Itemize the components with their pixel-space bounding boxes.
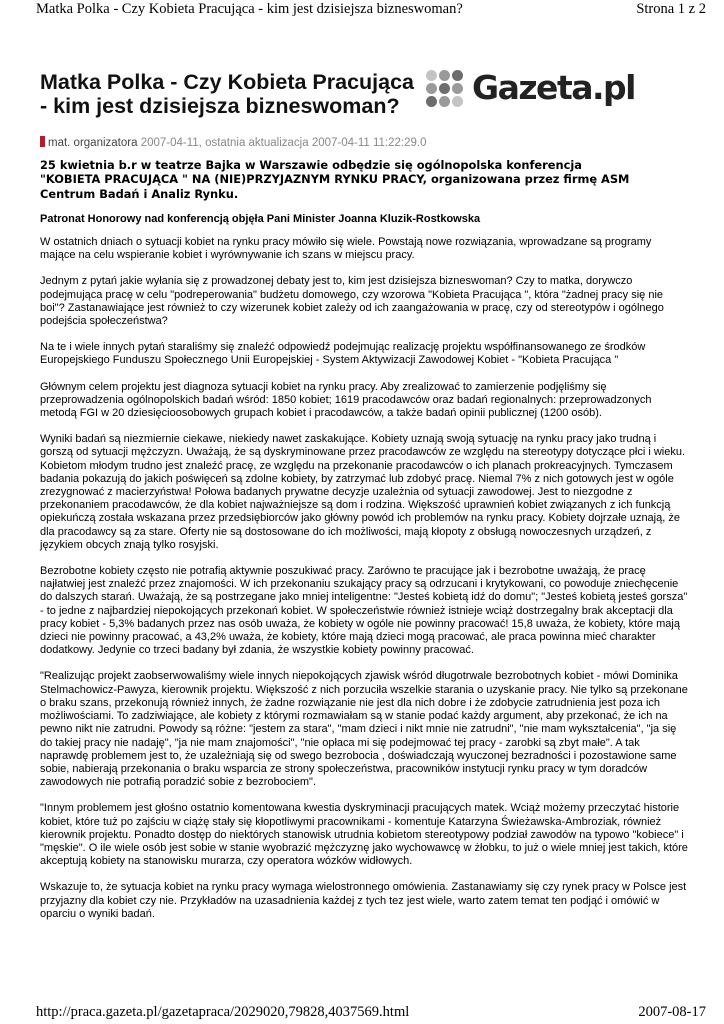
logo-dots-icon <box>426 70 466 110</box>
article-paragraph: Głównym celem projektu jest diagnoza sytuacji kobiet na rynku pracy. Aby zrealizować to zamierzenie podjęliśmy się przeprowadzenia ogólnopolskich badań wśród: 1850 kobiet; 1619 pracodawców oraz badań regionalnych: przeprowadzonych metodą FGI w 20 dziesięcioosobowych grupach kobiet i pracodawców, a także badań opinii publicznej (1200 osób). <box>40 380 652 420</box>
article-author: mat. organizatora <box>48 137 138 149</box>
article-title: Matka Polka - Czy Kobieta Pracująca - kim jest dzisiejsza bizneswoman? <box>40 70 415 118</box>
title-block <box>40 70 420 118</box>
gazeta-logo <box>426 68 635 110</box>
print-header-title: Matka Polka - Czy Kobieta Pracująca - kim jest dzisiejsza bizneswoman? <box>36 1 463 17</box>
article-paragraph: Na te i wiele innych pytań staraliśmy się znaleźć odpowiedź podejmując realizację projektu współfinansowanego ze środków Europejskiego Funduszu Społecznego Unii Europejskiej - System Aktywizacji Zawodowej Kobiet - "Kobieta Pracująca " <box>40 341 646 367</box>
article-lead: 25 kwietnia b.r w teatrze Bajka w Warszawie odbędzie się ogólnopolska konferencja "KOBIETA PRACUJĄCA " NA (NIE)PRZYJAZNYM RYNKU PRACY, organizowana przez firmę ASM Centrum Badań i Analiz Rynku. <box>40 158 630 201</box>
article-paragraph: Bezrobotne kobiety często nie potrafią aktywnie poszukiwać pracy. Zarówno te pracujące jak i bezrobotne uważają, że pracę najłatwiej jest znaleźć przez znajomości. W ich przekonaniu szukający pracy są odrzucani i krytykowani, co powoduje zniechęcenie do dalszych starań. Uważają, że są postrzegane jako mniej inteligentne: "Jesteś kobietą idź do domu"; "Jesteś kobietą jesteś gorsza" - to jedne z najbardziej niepokojących przekonań kobiet. W społeczeństwie również istnieje wciąż dostrzegalny brak akceptacji dla pracy kobiet - 5,3% badanych przez nas osób uważa, że kobiety w ogóle nie powinny pracować! 15,8 uważa, że kobiety, które mają dzieci nie powinny pracować, a 43,2% uważa, że kobiety, które mają dzieci mogą pracować, ale praca powinna mieć charakter dodatkowy. Jedynie co trzeci badany był zdania, że wszystkie kobiety powinny pracować. <box>40 565 688 657</box>
logo-wordmark: Gazeta.pl <box>472 68 635 107</box>
article-meta <box>40 136 427 150</box>
article-paragraph: "Realizując projekt zaobserwowaliśmy wiele innych niepokojących zjawisk wśród długotrwale bezrobotnych kobiet - mówi Dominika Stelmachowicz-Pawyza, kierownik projektu. Większość z nich porzuciła wszelkie starania o uzyskanie pracy. Nie tylko są przekonane o braku szans, przekonują również innych, że żadne rozwiązanie nie jest dla nich dobre i że zdobycie zatrudnienia jest poza ich możliwościami. To zadziwiające, ale kobiety z którymi rozmawiałam są w stanie podać każdy argument, aby przekonać, że ich na pewno nikt nie zatrudni. Powody są różne: "jestem za stara", "mam dzieci i nikt mnie nie zatrudni", "nie mam wykształcenia", "ja się do takiej pracy nie nadaję", "ja nie mam znajomości", "nie opłaca mi się podejmować tej pracy - zarobki są zbyt małe". A tak naprawdę problemem jest to, że uzależniają się od swego bezrobocia , doświadczają wyuczonej bezradności i pozostawione same sobie, nabierają przekonania o braku wsparcia ze strony społeczeństwa, pracowników instytucji rynku pracy w tym doradców zawodowych nie potrafią poradzić sobie z bezrobociem". <box>40 670 688 789</box>
article-paragraph: Wskazuje to, że sytuacja kobiet na rynku pracy wymaga wielostronnego omówienia. Zastanawiamy się czy rynek pracy w Polsce jest przyjazny dla kobiet czy nie. Przykładów na uzasadnienia każdej z tych tez jest wiele, warto zatem temat ten podjąć i omówić w oparciu o wyniki badań. <box>40 881 687 920</box>
article-paragraph: Jednym z pytań jakie wyłania się z prowadzonej debaty jest to, kim jest dzisiejsza bizneswoman? Czy to matka, dorywczo podejmująca pracę w celu "podreperowania" budżetu domowego, czy wzorowa "Kobieta Pracująca ", która "żadnej pracy się nie boi"? Zastanawiające jest również to czy wizerunek kobiet zależy od ich zaangażowania w pracę, czy od stereotypów i ogólnego podejścia społeczeństwa? <box>40 275 664 328</box>
article-body <box>40 236 688 934</box>
article-paragraph: W ostatnich dniach o sytuacji kobiet na rynku pracy mówiło się wiele. Powstają nowe rozwiązania, wprowadzane są programy mające na celu wspieranie kobiet i wyrównywanie ich szans w miejscu pracy. <box>40 236 652 262</box>
article-paragraph: Wyniki badań są niezmiernie ciekawe, niekiedy nawet zaskakujące. Kobiety uznają swoją sytuację na rynku pracy jako trudną i gorszą od sytuacji mężczyzn. Uważają, że są dyskryminowane przez pracodawców ze względu na stereotypy dotyczące płci i wieku. Kobietom młodym trudno jest znaleźć pracę, ze względu na przekonanie pracodawców o ich planach prokreacyjnych. Tymczasem badania pokazują do jakich poświęceń są zdolne kobiety, by zatrzymać lub zdobyć pracę. Niemal 7% z nich gotowych jest w ogóle zrezygnować z macierzyństwa! Połowa badanych prywatne decyzje uzależnia od sytuacji zawodowej. Jest to niezgodne z przekonaniem pracodawców, że dla kobiet najważniejsze są dom i rodzina. Większość uprawnień kobiet związanych z ich funkcją opiekuńczą została wskazana przez przedsiębiorców jako główny powód ich problemów na rynku pracy. Kobiety dojrzałe uznają, że dla pracodawcy są za stare. Oferty nie są dostosowane do ich możliwości, mają kłopoty z obsługą nowoczesnych urządzeń, z językiem obcych znają tylko rosyjski. <box>40 433 686 551</box>
source-url[interactable]: http://praca.gazeta.pl/gazetapraca/2029020,79828,4037569.html <box>36 1004 410 1020</box>
print-header <box>36 1 706 17</box>
article-paragraph: "Innym problemem jest głośno ostatnio komentowana kwestia dyskryminacji pracujących matek. Wciąż możemy przeczytać historie kobiet, które tuż po zajściu w ciążę stały się kłopotliwymi pracownikami - komentuje Katarzyna Świeżawska-Ambroziak, również kierownik projektu. Ponadto dostęp do niektórych stanowisk utrudnia kobietom stereotypowy podział zawodów na typowo "kobiece" i "męskie". O ile wiele osób jest sobie w stanie wyobrazić mężczyznę jako wychowawcę w żłobku, to już o wiele mniej jest takich, które akceptują kobiety na stanowisku murarza, czy operatora wózków widłowych. <box>40 802 688 868</box>
page-number: Strona 1 z 2 <box>636 1 706 17</box>
article-dates: 2007-04-11, ostatnia aktualizacja 2007-04-11 11:22:29.0 <box>140 137 427 149</box>
print-footer <box>36 1004 706 1020</box>
author-marker-icon <box>40 136 45 147</box>
print-date: 2007-08-17 <box>638 1004 706 1020</box>
article-patronage: Patronat Honorowy nad konferencją objęła Pani Minister Joanna Kluzik-Rostkowska <box>40 213 481 225</box>
